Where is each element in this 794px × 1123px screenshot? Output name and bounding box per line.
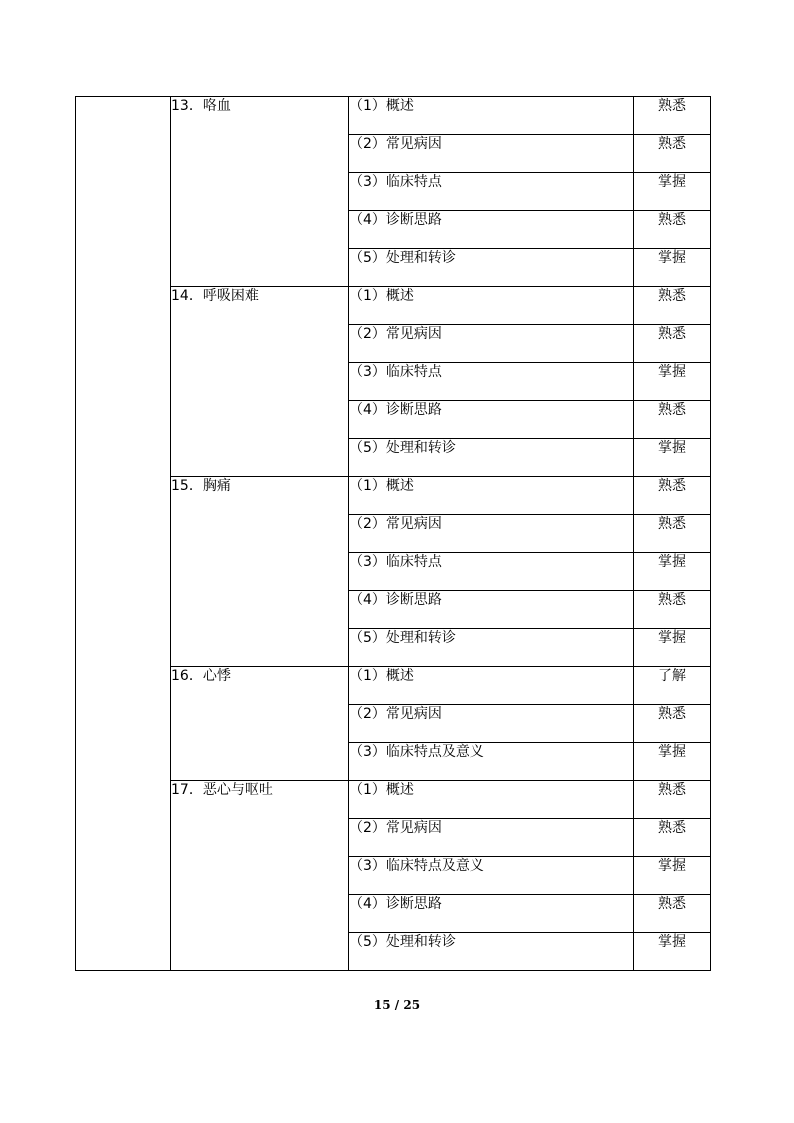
topic-title: 15．胸痛 [171, 477, 349, 667]
section-cell [76, 97, 171, 971]
requirement-level: 掌握 [634, 249, 711, 287]
item-text: （2）常见病因 [349, 515, 634, 553]
requirement-level: 熟悉 [634, 819, 711, 857]
item-text: （1）概述 [349, 781, 634, 819]
topic-title: 16．心悸 [171, 667, 349, 781]
requirement-level: 熟悉 [634, 781, 711, 819]
item-text: （4）诊断思路 [349, 591, 634, 629]
requirement-level: 掌握 [634, 553, 711, 591]
syllabus-table-body [76, 97, 711, 971]
requirement-level: 掌握 [634, 173, 711, 211]
topic-title: 13．咯血 [171, 97, 349, 287]
item-text: （2）常见病因 [349, 819, 634, 857]
page-number: 15 / 25 [373, 998, 421, 1012]
table-row [76, 477, 711, 515]
requirement-level: 掌握 [634, 933, 711, 971]
item-text: （4）诊断思路 [349, 211, 634, 249]
syllabus-table [75, 96, 711, 971]
table-row [76, 667, 711, 705]
topic-title: 14．呼吸困难 [171, 287, 349, 477]
item-text: （2）常见病因 [349, 325, 634, 363]
requirement-level: 掌握 [634, 743, 711, 781]
requirement-level: 熟悉 [634, 325, 711, 363]
table-row [76, 781, 711, 819]
requirement-level: 熟悉 [634, 287, 711, 325]
item-text: （3）临床特点 [349, 363, 634, 401]
item-text: （1）概述 [349, 97, 634, 135]
requirement-level: 熟悉 [634, 705, 711, 743]
item-text: （3）临床特点及意义 [349, 743, 634, 781]
item-text: （2）常见病因 [349, 705, 634, 743]
requirement-level: 掌握 [634, 363, 711, 401]
item-text: （2）常见病因 [349, 135, 634, 173]
requirement-level: 熟悉 [634, 591, 711, 629]
item-text: （5）处理和转诊 [349, 439, 634, 477]
requirement-level: 了解 [634, 667, 711, 705]
item-text: （3）临床特点 [349, 553, 634, 591]
requirement-level: 掌握 [634, 439, 711, 477]
table-row [76, 287, 711, 325]
requirement-level: 熟悉 [634, 895, 711, 933]
requirement-level: 熟悉 [634, 135, 711, 173]
requirement-level: 熟悉 [634, 401, 711, 439]
requirement-level: 掌握 [634, 857, 711, 895]
requirement-level: 掌握 [634, 629, 711, 667]
item-text: （4）诊断思路 [349, 401, 634, 439]
requirement-level: 熟悉 [634, 97, 711, 135]
table-row [76, 97, 711, 135]
item-text: （1）概述 [349, 667, 634, 705]
item-text: （3）临床特点及意义 [349, 857, 634, 895]
item-text: （1）概述 [349, 477, 634, 515]
item-text: （3）临床特点 [349, 173, 634, 211]
requirement-level: 熟悉 [634, 477, 711, 515]
item-text: （4）诊断思路 [349, 895, 634, 933]
requirement-level: 熟悉 [634, 515, 711, 553]
item-text: （1）概述 [349, 287, 634, 325]
item-text: （5）处理和转诊 [349, 629, 634, 667]
item-text: （5）处理和转诊 [349, 249, 634, 287]
requirement-level: 熟悉 [634, 211, 711, 249]
topic-title: 17．恶心与呕吐 [171, 781, 349, 971]
item-text: （5）处理和转诊 [349, 933, 634, 971]
